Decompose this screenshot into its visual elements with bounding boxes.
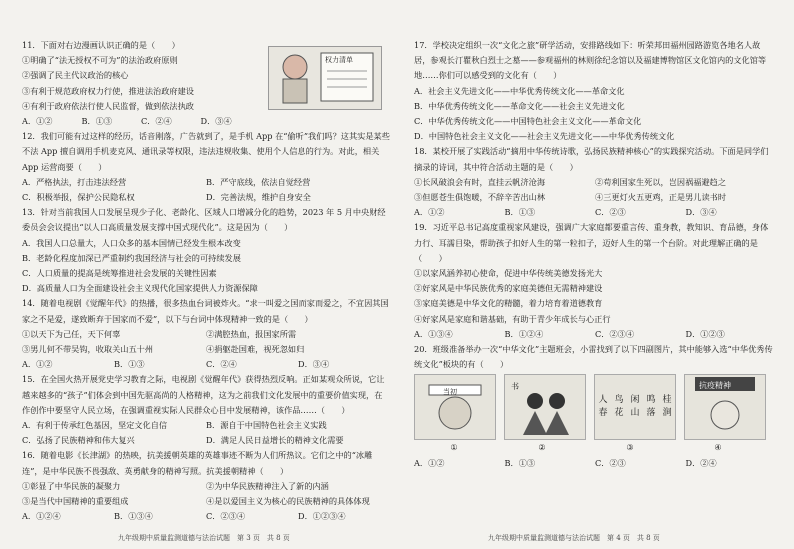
statement: ①彰显了中华民族的凝聚力 <box>22 480 121 491</box>
answer-choice[interactable]: D．③④ <box>298 359 330 370</box>
question-20 <box>414 342 776 471</box>
picture-label: ② <box>538 442 546 453</box>
statement: ③有利于规范政府权力行使，推进法治政府建设 <box>22 85 194 96</box>
question-stem: 11．下面对右边漫画认识正确的是（ ） <box>22 40 180 50</box>
statement: ④好家风是家庭和谐基础，有助于青少年成长与心正行 <box>414 313 611 324</box>
statement: ③男儿何不带吴钩，收取关山五十州 <box>22 344 154 355</box>
answer-choice[interactable]: D．②④ <box>685 457 717 468</box>
picture-label: ③ <box>626 442 634 453</box>
statement: ①长风破浪会有时，直挂云帆济沧海 <box>414 176 546 187</box>
answer-choice[interactable]: D．满足人民日益增长的精神文化需要 <box>206 435 344 446</box>
statement: ①明确了“法无授权不可为”的法治政府原则 <box>22 55 178 66</box>
question-12 <box>22 129 390 205</box>
answer-choice[interactable]: C．积极举报，保护公民隐私权 <box>22 192 135 203</box>
statement: ③家庭美德是中华文化的精髓，着力培育着道德教育 <box>414 298 603 309</box>
question-17 <box>414 38 776 144</box>
question-stem: 13．针对当前我国人口发展呈现少子化、老龄化、区域人口增减分化的趋势，2023 年 5 月中央财经委员会会议提出“以人口高质量发展支撑中国式现代化”。这是因为（ ） <box>22 207 386 233</box>
answer-choice[interactable]: D．①②③④ <box>298 511 346 522</box>
statement: ④有利于政府依法行使人民监督，做到依法执政 <box>22 100 194 111</box>
picture-row <box>414 374 776 440</box>
poem-char: 闲 <box>630 395 640 406</box>
answer-choice[interactable]: A．①②④ <box>22 511 61 522</box>
statement: ③是当代中国精神的重要组成 <box>22 496 129 507</box>
question-14 <box>22 296 390 372</box>
poem-char: 花 <box>614 408 624 419</box>
answer-choice[interactable]: A．①③④ <box>414 328 453 339</box>
question-stem: 16．随着电影《长津湖》的热映，抗美援朝英雄的英雄事迹不断为人们所热议。它们之中的“冰雕连”，是中华民族不畏强敌、英勇献身的精神写照。抗美援朝精神（ ） <box>22 450 373 476</box>
answer-choice[interactable]: B．①②④ <box>504 328 544 339</box>
answer-choice[interactable]: B．①③④ <box>114 511 153 522</box>
left-page <box>22 38 390 525</box>
picture-label: ④ <box>714 442 722 453</box>
picture-labels <box>414 440 776 455</box>
picture-caption: 书 <box>511 382 519 392</box>
poem-char: 鸣 <box>646 395 656 406</box>
answer-choice[interactable]: A．①② <box>22 116 53 127</box>
answer-choice[interactable]: C．②③④ <box>206 511 246 522</box>
answer-choice[interactable]: A．①② <box>414 207 445 218</box>
page-footer-right: 九年级期中质量监测道德与法治试题 第 4 页 共 8 页 <box>488 534 660 542</box>
question-19 <box>414 220 776 342</box>
question-stem: 14．随着电视剧《觉醒年代》的热播，很多热血台词被炸火。“求一叫爱之国而家而爱之，不宜因其国家之不是爱，遂致断弃于国家而不爱”，以下与台词中体现精神一致的是（ ） <box>22 298 389 324</box>
poem-char: 涧 <box>662 408 672 419</box>
statement: ④是以爱国主义为核心的民族精神的具体体现 <box>206 496 370 507</box>
poem-char: 山 <box>630 408 640 419</box>
answer-choice[interactable]: D．中国特色社会主义文化——社会主义先进文化——中华优秀传统文化 <box>414 131 675 142</box>
statement: ①以天下为己任，天下何辜 <box>22 328 121 339</box>
answer-choice[interactable]: A．①② <box>22 359 53 370</box>
answer-choice[interactable]: B．严守底线，依法自觉经营 <box>206 176 311 187</box>
question-stem: 20．班级准备举办一次“中华文化”主题班会，小雷找到了以下四副图片，其中能够入选“中华优秀传统文化”板块的有（ ） <box>414 344 773 370</box>
statement: ④捐躯赴国难，视死忽如归 <box>206 344 305 355</box>
answer-choice[interactable]: C．②③ <box>595 207 626 218</box>
cartoon-power-list <box>268 46 382 110</box>
statement: ②强调了民主代议政治的核心 <box>22 70 129 81</box>
question-stem: 18．某校开展了实践活动“摘用中华传统诗歌，弘扬民族精神核心”的实践探究活动。下面是同学们摘录的诗词，其中符合活动主题的是（ ） <box>414 146 769 172</box>
answer-choice[interactable]: D．①②③ <box>685 328 725 339</box>
picture-3 <box>594 374 676 440</box>
answer-choice[interactable]: C．弘扬了民族精神和伟大复兴 <box>22 435 135 446</box>
poem-char: 桂 <box>662 395 672 406</box>
question-13 <box>22 205 390 296</box>
answer-choice[interactable]: B．中华优秀传统文化——革命文化——社会主义先进文化 <box>414 100 625 111</box>
statement: ③但愿苍生俱饱暖，不辞辛苦出山林 <box>414 192 546 203</box>
answer-choice[interactable]: A．我国人口总量大，人口众多的基本国情已经发生根本改变 <box>22 237 241 248</box>
answer-choice[interactable]: D．高质量人口为全面建设社会主义现代化国家提供人力资源保障 <box>22 283 258 294</box>
statement: ②好家风是中华民族优秀的家庭美德但无需精神建设 <box>414 283 603 294</box>
answer-choice[interactable]: C．②④ <box>206 359 237 370</box>
statement: ②为中华民族精神注入了新的内涵 <box>206 480 329 491</box>
question-stem: 15．在全国火热开展党史学习教育之际，电视剧《觉醒年代》获得热烈反响。正如某观众所说，它让越来越多的“孩子”们体会到中国先驱高尚的人格精神，这为之前我们文化发展中的重要价值实现，在作创作中要坚守人民立场，在强调重视实际人民群众心目中发展精神，该作品……（ ） <box>22 374 385 415</box>
answer-choice[interactable]: B．老龄化程度加深已严重制约我国经济与社会的可持续发展 <box>22 252 241 263</box>
picture-label: ① <box>450 442 458 453</box>
question-stem: 19．习近平总书记高度重视家风建设，强调广大家庭都要重言传、重身教，教知识、育品德，身体力行、耳濡目染，帮助孩子扣好人生的第一粒扣子，迈好人生的第一个台阶。对此理解正确的是（ ） <box>414 222 769 263</box>
picture-4 <box>684 374 766 440</box>
poem-char: 人 <box>598 395 608 406</box>
statement: ②满腔热血，报国家所需 <box>206 328 297 339</box>
picture-caption: 抗疫精神 <box>699 381 731 391</box>
answer-choice[interactable]: D．③④ <box>200 116 232 127</box>
poem-char: 鸟 <box>614 395 624 406</box>
answer-choice[interactable]: A．严格执法，打击违法经营 <box>22 176 127 187</box>
picture-1 <box>414 374 496 440</box>
question-16 <box>22 448 390 524</box>
answer-choice[interactable]: C．②③④ <box>595 328 635 339</box>
statement: ①以家风涵养初心使命，促进中华传统美德发扬光大 <box>414 268 603 279</box>
answer-choices <box>22 114 260 129</box>
page-footer-left: 九年级期中质量监测道德与法治试题 第 3 页 共 8 页 <box>118 534 290 542</box>
question-stem: 17．学校决定组织一次“文化之旅”研学活动，安排路线如下：听荣邦田福州园路游览各地名人故居，参观长汀瞿秋白烈士之墓——参观福州的林则徐纪念馆以及福建博物馆区文化馆内的文化馆等地……你们可以感受到的文化有（ ） <box>414 40 767 81</box>
answer-choice[interactable]: B．①③ <box>81 116 113 127</box>
poem-char: 春 <box>598 408 608 419</box>
answer-choice[interactable]: A．社会主义先进文化——中华优秀传统文化——革命文化 <box>414 85 625 96</box>
answer-choice[interactable]: A．有利于传承红色基因，坚定文化自信 <box>22 420 168 431</box>
cartoon-caption: 权力清单 <box>325 56 353 64</box>
question-18 <box>414 144 776 220</box>
statement: ②苟利国家生死以，岂因祸福避趋之 <box>595 176 727 187</box>
answer-choice[interactable]: B．①③ <box>114 359 145 370</box>
answer-choice[interactable]: C．②④ <box>141 116 172 127</box>
picture-2 <box>504 374 586 440</box>
question-11 <box>22 38 260 129</box>
answer-choice[interactable]: C．②③ <box>595 457 626 468</box>
question-stem: 12．我们可能有过这样的经历，话音刚落，广告就到了，是手机 App 在“偷听”我们吗？这其实是某些不法 App 擅自调用手机麦克风、通讯录等权限，违法违规收集、使用个人信息的行为。对此，相关 App 运营商要（ ） <box>22 131 390 172</box>
poem-char: 落 <box>646 408 656 419</box>
answer-choice[interactable]: B．①③ <box>504 457 536 468</box>
answer-choice[interactable]: A．①② <box>414 457 445 468</box>
answer-choice[interactable]: D．③④ <box>685 207 717 218</box>
question-15 <box>22 372 390 448</box>
answer-choice[interactable]: D．完善法规，维护自身安全 <box>206 192 311 203</box>
answer-choice[interactable]: C．中华优秀传统文化——中国特色社会主义文化——革命文化 <box>414 116 642 127</box>
statement: ④三更灯火五更鸡，正是男儿读书时 <box>595 192 727 203</box>
answer-choice[interactable]: B．①③ <box>504 207 536 218</box>
answer-choice[interactable]: B．源自于中国特色社会主义实践 <box>206 420 327 431</box>
picture-caption: 当初 <box>443 388 457 397</box>
right-page <box>414 38 776 471</box>
answer-choice[interactable]: C．人口质量的提高是统筹推进社会发展的关键性因素 <box>22 268 217 279</box>
